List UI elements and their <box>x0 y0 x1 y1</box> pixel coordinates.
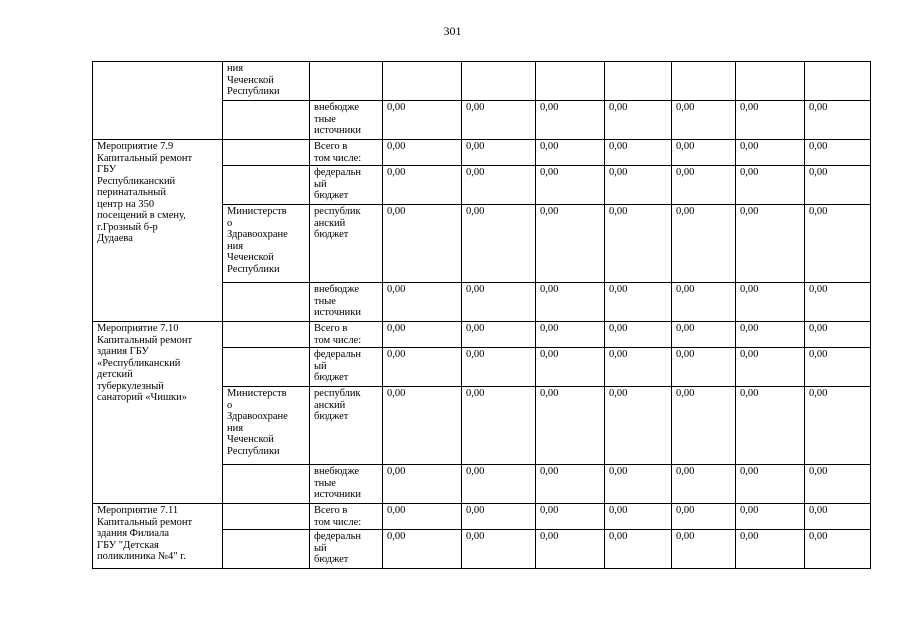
executor-cell <box>223 101 310 140</box>
value-cell: 0,00 <box>605 504 672 530</box>
value-cell: 0,00 <box>736 205 805 283</box>
value-cell: 0,00 <box>736 322 805 348</box>
table-row <box>93 140 871 166</box>
value-cell: 0,00 <box>672 101 736 140</box>
event-cell <box>93 62 223 140</box>
funding-source-cell: Всего в том числе: <box>310 504 383 530</box>
value-cell: 0,00 <box>736 166 805 205</box>
value-cell: 0,00 <box>805 101 871 140</box>
value-cell: 0,00 <box>383 140 462 166</box>
value-cell: 0,00 <box>383 387 462 465</box>
value-cell: 0,00 <box>605 348 672 387</box>
value-cell: 0,00 <box>672 387 736 465</box>
value-cell: 0,00 <box>805 322 871 348</box>
value-cell: 0,00 <box>462 530 536 569</box>
value-cell <box>805 62 871 101</box>
value-cell: 0,00 <box>736 465 805 504</box>
value-cell: 0,00 <box>605 465 672 504</box>
executor-cell: ния Чеченской Республики <box>223 62 310 101</box>
table-row <box>93 62 871 101</box>
executor-cell <box>223 504 310 530</box>
table-row <box>93 504 871 530</box>
funding-source-cell: федеральн ый бюджет <box>310 530 383 569</box>
value-cell: 0,00 <box>536 348 605 387</box>
value-cell: 0,00 <box>672 140 736 166</box>
event-cell: Мероприятие 7.10 Капитальный ремонт здания ГБУ «Республиканский детский туберкулезный санаторий «Чишки» <box>93 322 223 504</box>
value-cell: 0,00 <box>383 205 462 283</box>
value-cell: 0,00 <box>736 504 805 530</box>
value-cell: 0,00 <box>383 322 462 348</box>
value-cell: 0,00 <box>383 283 462 322</box>
value-cell <box>536 62 605 101</box>
value-cell: 0,00 <box>462 504 536 530</box>
funding-source-cell: внебюдже тные источники <box>310 101 383 140</box>
funding-source-cell: внебюдже тные источники <box>310 283 383 322</box>
value-cell: 0,00 <box>805 283 871 322</box>
value-cell: 0,00 <box>805 205 871 283</box>
value-cell: 0,00 <box>383 348 462 387</box>
value-cell: 0,00 <box>605 140 672 166</box>
value-cell: 0,00 <box>672 166 736 205</box>
event-cell: Мероприятие 7.11 Капитальный ремонт здания Филиала ГБУ "Детская поликлиника №4" г. <box>93 504 223 569</box>
value-cell: 0,00 <box>536 387 605 465</box>
value-cell <box>462 62 536 101</box>
value-cell: 0,00 <box>805 348 871 387</box>
value-cell: 0,00 <box>605 283 672 322</box>
value-cell: 0,00 <box>383 101 462 140</box>
value-cell: 0,00 <box>462 465 536 504</box>
value-cell: 0,00 <box>536 322 605 348</box>
value-cell: 0,00 <box>605 101 672 140</box>
value-cell: 0,00 <box>605 387 672 465</box>
value-cell: 0,00 <box>805 387 871 465</box>
value-cell: 0,00 <box>672 205 736 283</box>
value-cell: 0,00 <box>383 166 462 205</box>
value-cell: 0,00 <box>672 465 736 504</box>
value-cell: 0,00 <box>462 166 536 205</box>
value-cell: 0,00 <box>383 465 462 504</box>
value-cell <box>605 62 672 101</box>
value-cell <box>672 62 736 101</box>
value-cell: 0,00 <box>605 205 672 283</box>
value-cell: 0,00 <box>536 504 605 530</box>
value-cell: 0,00 <box>605 530 672 569</box>
value-cell: 0,00 <box>462 101 536 140</box>
executor-cell <box>223 140 310 166</box>
value-cell: 0,00 <box>462 348 536 387</box>
value-cell <box>383 62 462 101</box>
value-cell: 0,00 <box>462 283 536 322</box>
event-cell: Мероприятие 7.9 Капитальный ремонт ГБУ Республиканский перинатальный центр на 350 посещений в смену, г.Грозный б-р Дудаева <box>93 140 223 322</box>
value-cell: 0,00 <box>383 504 462 530</box>
value-cell: 0,00 <box>536 140 605 166</box>
value-cell: 0,00 <box>805 504 871 530</box>
budget-table <box>92 61 871 569</box>
value-cell: 0,00 <box>462 322 536 348</box>
executor-cell <box>223 322 310 348</box>
value-cell: 0,00 <box>536 283 605 322</box>
value-cell <box>736 62 805 101</box>
executor-cell <box>223 283 310 322</box>
executor-cell <box>223 166 310 205</box>
value-cell: 0,00 <box>383 530 462 569</box>
value-cell: 0,00 <box>736 101 805 140</box>
value-cell: 0,00 <box>462 387 536 465</box>
value-cell: 0,00 <box>462 205 536 283</box>
executor-cell: Министерств о Здравоохране ния Чеченской Республики <box>223 205 310 283</box>
page-number: 301 <box>443 24 462 38</box>
value-cell: 0,00 <box>736 387 805 465</box>
value-cell: 0,00 <box>805 140 871 166</box>
value-cell: 0,00 <box>672 322 736 348</box>
funding-source-cell: федеральн ый бюджет <box>310 348 383 387</box>
value-cell: 0,00 <box>672 504 736 530</box>
table-row <box>93 322 871 348</box>
value-cell: 0,00 <box>805 166 871 205</box>
value-cell: 0,00 <box>736 348 805 387</box>
executor-cell: Министерств о Здравоохране ния Чеченской Республики <box>223 387 310 465</box>
funding-source-cell: Всего в том числе: <box>310 322 383 348</box>
executor-cell <box>223 530 310 569</box>
executor-cell <box>223 348 310 387</box>
funding-source-cell <box>310 62 383 101</box>
funding-source-cell: Всего в том числе: <box>310 140 383 166</box>
value-cell: 0,00 <box>805 530 871 569</box>
value-cell: 0,00 <box>536 166 605 205</box>
value-cell: 0,00 <box>605 166 672 205</box>
value-cell: 0,00 <box>672 348 736 387</box>
value-cell: 0,00 <box>736 140 805 166</box>
funding-source-cell: внебюдже тные источники <box>310 465 383 504</box>
value-cell: 0,00 <box>605 322 672 348</box>
value-cell: 0,00 <box>462 140 536 166</box>
value-cell: 0,00 <box>672 283 736 322</box>
value-cell: 0,00 <box>536 205 605 283</box>
funding-source-cell: республик анский бюджет <box>310 205 383 283</box>
value-cell: 0,00 <box>736 530 805 569</box>
funding-source-cell: федеральн ый бюджет <box>310 166 383 205</box>
value-cell: 0,00 <box>536 530 605 569</box>
executor-cell <box>223 465 310 504</box>
value-cell: 0,00 <box>672 530 736 569</box>
funding-source-cell: республик анский бюджет <box>310 387 383 465</box>
value-cell: 0,00 <box>536 465 605 504</box>
value-cell: 0,00 <box>736 283 805 322</box>
value-cell: 0,00 <box>805 465 871 504</box>
value-cell: 0,00 <box>536 101 605 140</box>
